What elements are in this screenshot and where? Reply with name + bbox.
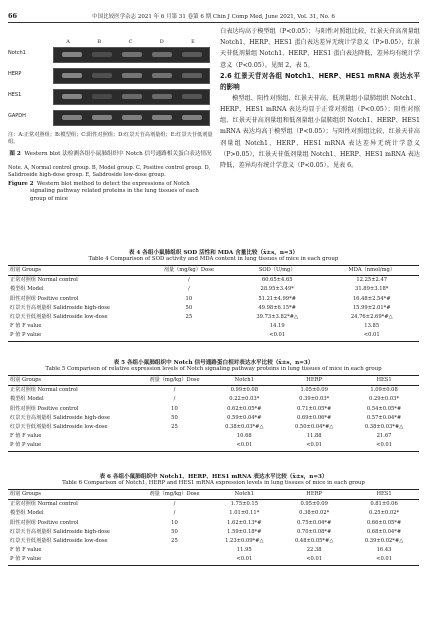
table-cell: / [173, 501, 176, 508]
table-cell: 0.38±0.02* [299, 510, 330, 517]
table-cell: 10 [171, 405, 178, 412]
table-cell: 0.38±0.03*#△ [364, 424, 404, 431]
row-label-cell: F 值 F value [10, 323, 42, 330]
table-cell: / [173, 387, 176, 394]
lane-label: A [66, 39, 70, 45]
table-cell: 0.59±0.04*# [227, 414, 262, 421]
table-row [8, 322, 419, 331]
table-cell: 10 [185, 295, 193, 302]
table-cell: / [173, 396, 176, 403]
table-row [8, 295, 419, 304]
table-4 [8, 248, 419, 342]
table-row [8, 395, 419, 404]
table-cell: 0.66±0.05*# [366, 519, 402, 526]
table-cell: 49.98±6.15*# [258, 304, 297, 311]
table-caption-en: Table 6 Comparison of Notch1, HERP and HES1 mRNA expression levels in lung tissues of mice in each group [62, 480, 365, 486]
journal-line: 中国比较医学杂志 2021 年 6 月第 31 卷第 6 期 Chin J Comp Med, June 2021, Vol. 31, No. 6 [92, 14, 335, 20]
blot-band-strip [53, 110, 210, 126]
table-cell: 14.19 [269, 323, 285, 330]
table-cell: 11.88 [306, 433, 322, 440]
table-cell: <0.01 [209, 555, 279, 565]
table-cell: 0.99±0.08 [230, 387, 259, 394]
table-row [8, 304, 419, 313]
paragraph: 白表达均高于模型组（P<0.05）；与阳性对照组比较，红景天苷高剂量组 Notch1、HERP、HES1 蛋白表达差异无统计学意义（P>0.05），红景天苷低剂量组 Notch1、HERP、HES1 蛋白表达降低，差异均有统计学意义（P<0.05）。见图 2，表 5。 [220, 28, 420, 69]
blot-row-herp [8, 67, 213, 84]
table-row [8, 414, 419, 423]
table-cell: 60.65±4.65 [261, 277, 293, 284]
column-header: Notch1 [209, 376, 279, 386]
row-label-cell: 正常对照组 Normal control [10, 277, 78, 284]
column-header: Notch1 [209, 490, 279, 500]
table-row [8, 405, 419, 414]
blot-label: HERP [8, 71, 22, 77]
table-cell: <0.01 [230, 331, 325, 341]
table-cell: 21.67 [376, 433, 392, 440]
table-caption-cn: 表 4 各组小鼠肺组织 SOD 活性和 MDA 含量比较（x̄±s，n=3） [128, 250, 299, 256]
table-cell: 28.95±3.49* [260, 286, 294, 293]
figure-note-cn: 注：A:正常对照组；B:模型组；C:阳性对照组；D:红景天苷高剂量组；E:红景天苷低剂量组。 [8, 132, 213, 145]
data-table [8, 265, 419, 342]
page-number: 66 [8, 12, 18, 20]
table-cell: 11.95 [236, 547, 252, 554]
table-row [8, 313, 419, 322]
table-cell [140, 441, 210, 451]
row-label-cell: 红景天苷低剂量组 Salidroside low-dose [10, 538, 108, 545]
table-cell: 50 [185, 304, 193, 311]
table-cell: 51.21±4.99*# [258, 295, 297, 302]
table-cell: 10.68 [236, 433, 252, 440]
table-cell: 1.75±0.15 [230, 501, 259, 508]
data-table [8, 375, 419, 452]
row-label-cell: P 值 P value [8, 441, 140, 451]
figure-caption-en: Western blot method to detect the expressions of Notch signaling pathway related proteins in the lung tissues of each group of mice [30, 180, 199, 202]
table-cell: 16.43 [376, 547, 392, 554]
table-cell: 22.38 [306, 547, 322, 554]
table-cell: 0.71±0.05*# [296, 405, 332, 412]
table-cell: 16.48±2.54*# [352, 295, 391, 302]
table-row [8, 441, 419, 451]
table-cell: 0.25±0.02* [369, 510, 400, 517]
table-cell: 25 [171, 538, 178, 545]
lane-label: D [159, 39, 164, 45]
table-cell: 13.85 [364, 323, 380, 330]
row-label-cell: 正常对照组 Normal control [10, 387, 78, 394]
table-row [8, 537, 419, 546]
table-row [8, 546, 419, 555]
lane-labels [58, 39, 203, 45]
paragraph: 模型组、阳性对照组、红景天苷高、低剂量组小鼠肺组织 Notch1、HERP、HES1 mRNA 表达均显于正常对照组（P<0.05）；阳性对照组、红景天苷高剂量组和低剂量组小鼠肺组织 Notch1、HERP、HES1 mRNA 表达均高于模型组（P<0.05）；与阳性对照组比较，红景天苷高剂量组 Notch1、HERP、HES1 mRNA 表达差异无统计学意义（P>0.05），红景天苷低剂量组 Notch1、HERP、HES1 mRNA 表达降低，差异均有统计学意义（P<0.05）。见表 6。 [220, 94, 420, 170]
column-header: HERP [279, 490, 349, 500]
table-row [8, 285, 419, 294]
figure-title-cn [8, 151, 213, 159]
blot-label: GAPDH [8, 113, 26, 119]
figure-note-en: Note. A, Normal control group. B, Model group. C, Positive control group. D, Salidroside high-dose group. E, Salidroside low-dose group. [8, 164, 211, 178]
table-cell: 0.70±0.08*# [296, 528, 332, 535]
table-cell: 1.01±0.11* [229, 510, 260, 517]
table-cell [140, 432, 210, 441]
blot-row-hes1 [8, 88, 213, 105]
lane-label: E [191, 39, 195, 45]
blot-row-notch1 [8, 46, 213, 63]
table-row [8, 386, 419, 396]
table-cell: 12.25±2.47 [356, 277, 388, 284]
table-cell: 39.73±3.82*#△ [256, 314, 299, 321]
table-header-row [8, 490, 419, 500]
table-cell: 1.09±0.08 [370, 387, 398, 394]
table-cell [140, 546, 210, 555]
table-cell: 0.69±0.06*# [296, 414, 332, 421]
column-header: SOD（U/mg） [230, 266, 325, 276]
table-cell: 0.39±0.02*#△ [364, 538, 404, 545]
table-cell: <0.01 [279, 555, 349, 565]
row-label-cell: 模型组 Model [10, 510, 44, 517]
table-cell: 0.62±0.05*# [227, 405, 262, 412]
row-label-cell: 红景天苷高剂量组 Salidroside high-dose [10, 304, 110, 311]
table-cell: 1.62±0.13*# [227, 519, 262, 526]
table-cell [140, 555, 210, 565]
figure-label-cn: 图 2 [9, 151, 21, 157]
table-row [8, 509, 419, 518]
table-cell: 0.29±0.03* [369, 396, 400, 403]
table-cell: 24.76±2.69*#△ [350, 314, 393, 321]
table-cell [148, 322, 230, 331]
table-cell: 0.39±0.03* [299, 396, 330, 403]
table-cell: 25 [185, 314, 193, 321]
data-table [8, 489, 419, 566]
table-cell: / [173, 510, 176, 517]
blot-row-gapdh [8, 109, 213, 126]
table-cell: 1.05±0.09 [300, 387, 328, 394]
column-header: 剂量（mg/kg）Dose [140, 490, 210, 500]
table-caption-en: Table 5 Comparison of relative expression levels of Notch signaling pathway proteins in lung tissues of mice in each group [45, 366, 382, 372]
figure-caption-cn: Western blot 法检测各组小鼠肺组织中 Notch 信号通路相关蛋白表达情况 [24, 151, 212, 157]
blot-band-strip [53, 68, 210, 84]
row-label-cell: 红景天苷低剂量组 Salidroside low-dose [10, 424, 108, 431]
table-row [8, 528, 419, 537]
column-header: 组别 Groups [8, 490, 140, 500]
table-cell: 0.75±0.04*# [296, 519, 332, 526]
lane-label: C [128, 39, 133, 45]
row-label-cell: 红景天苷高剂量组 Salidroside high-dose [10, 414, 110, 421]
column-header: MDA（nmol/mg） [324, 266, 419, 276]
column-header: 剂量（mg/kg）Dose [140, 376, 210, 386]
figure-2 [8, 39, 213, 203]
column-header: 剂量（mg/kg）Dose [148, 266, 230, 276]
row-label-cell: 红景天苷高剂量组 Salidroside high-dose [10, 528, 110, 535]
lane-label: B [97, 39, 102, 45]
header-rule [8, 22, 419, 23]
column-header: HES1 [349, 376, 419, 386]
table-cell [148, 331, 230, 341]
table-cell: 0.22±0.03* [229, 396, 260, 403]
table-caption-cn: 表 5 各组小鼠肺组织中 Notch 信号通路蛋白相对表达水平比较（x̄±s，n=3） [113, 360, 314, 366]
row-label-cell: F 值 F value [10, 547, 42, 554]
table-cell: <0.01 [279, 441, 349, 451]
table-cell: <0.01 [349, 441, 419, 451]
row-label-cell: 模型组 Model [10, 286, 44, 293]
table-cell: 50 [171, 528, 178, 535]
row-label-cell: P 值 P value [8, 555, 140, 565]
table-header-row [8, 266, 419, 276]
table-cell: <0.01 [324, 331, 419, 341]
row-label-cell: 模型组 Model [10, 396, 44, 403]
figure-label-en: Figure 2 [8, 180, 34, 187]
table-row [8, 500, 419, 510]
western-blot-image [8, 39, 213, 126]
blot-label: Notch1 [8, 50, 26, 56]
table-cell: 0.68±0.04*# [366, 528, 402, 535]
table-row [8, 276, 419, 286]
table-5 [8, 358, 419, 452]
right-column-text [220, 26, 420, 171]
table-cell: 0.38±0.03*#△ [225, 424, 264, 431]
row-label-cell: F 值 F value [10, 433, 42, 440]
row-label-cell: 阳性对照组 Positive control [10, 295, 79, 302]
table-cell: <0.01 [349, 555, 419, 565]
blot-band-strip [53, 47, 210, 63]
column-header: 组别 Groups [8, 376, 140, 386]
table-row [8, 423, 419, 432]
table-cell: 1.59±0.18*# [227, 528, 262, 535]
table-cell: 31.89±3.18* [355, 286, 389, 293]
row-label-cell: 红景天苷低剂量组 Salidroside low-dose [10, 314, 108, 321]
table-caption-cn: 表 6 各组小鼠肺组织中 Notch1、HERP、HES1 mRNA 表达水平比较（x̄±s，n=3） [99, 474, 328, 480]
row-label-cell: P 值 P value [8, 331, 148, 341]
row-label-cell: 阳性对照组 Positive control [10, 519, 79, 526]
table-header-row [8, 376, 419, 386]
row-label-cell: 正常对照组 Normal control [10, 501, 78, 508]
table-cell: 50 [171, 414, 178, 421]
running-header [0, 0, 427, 24]
table-cell: 0.54±0.05*# [366, 405, 402, 412]
table-row [8, 331, 419, 341]
figure-title-en [8, 181, 213, 204]
table-cell: 0.48±0.05*#△ [294, 538, 334, 545]
column-header: HERP [279, 376, 349, 386]
table-cell: 1.23±0.09*#△ [225, 538, 264, 545]
table-row [8, 519, 419, 528]
table-row [8, 432, 419, 441]
section-heading: 2.6 红景天苷对各组 Notch1、HERP、HES1 mRNA 表达水平的影响 [220, 71, 420, 91]
table-cell: 0.57±0.04*# [366, 414, 402, 421]
table-cell: 0.95±0.09 [300, 501, 328, 508]
table-cell: 15.99±2.01*# [352, 304, 391, 311]
table-cell: / [187, 277, 190, 284]
table-row [8, 555, 419, 565]
table-cell: / [187, 286, 190, 293]
table-cell: 25 [171, 424, 178, 431]
column-header: HES1 [349, 490, 419, 500]
table-6 [8, 472, 419, 566]
blot-band-strip [53, 89, 210, 105]
table-caption-en: Table 4 Comparison of SOD activity and MDA content in lung tissues of mice in each group [88, 256, 339, 262]
column-header: 组别 Groups [8, 266, 148, 276]
table-cell: 10 [171, 519, 178, 526]
blot-label: HES1 [8, 92, 22, 98]
table-cell: 0.81±0.06 [370, 501, 398, 508]
row-label-cell: 阳性对照组 Positive control [10, 405, 79, 412]
table-cell: <0.01 [209, 441, 279, 451]
table-cell: 0.50±0.04*#△ [294, 424, 334, 431]
